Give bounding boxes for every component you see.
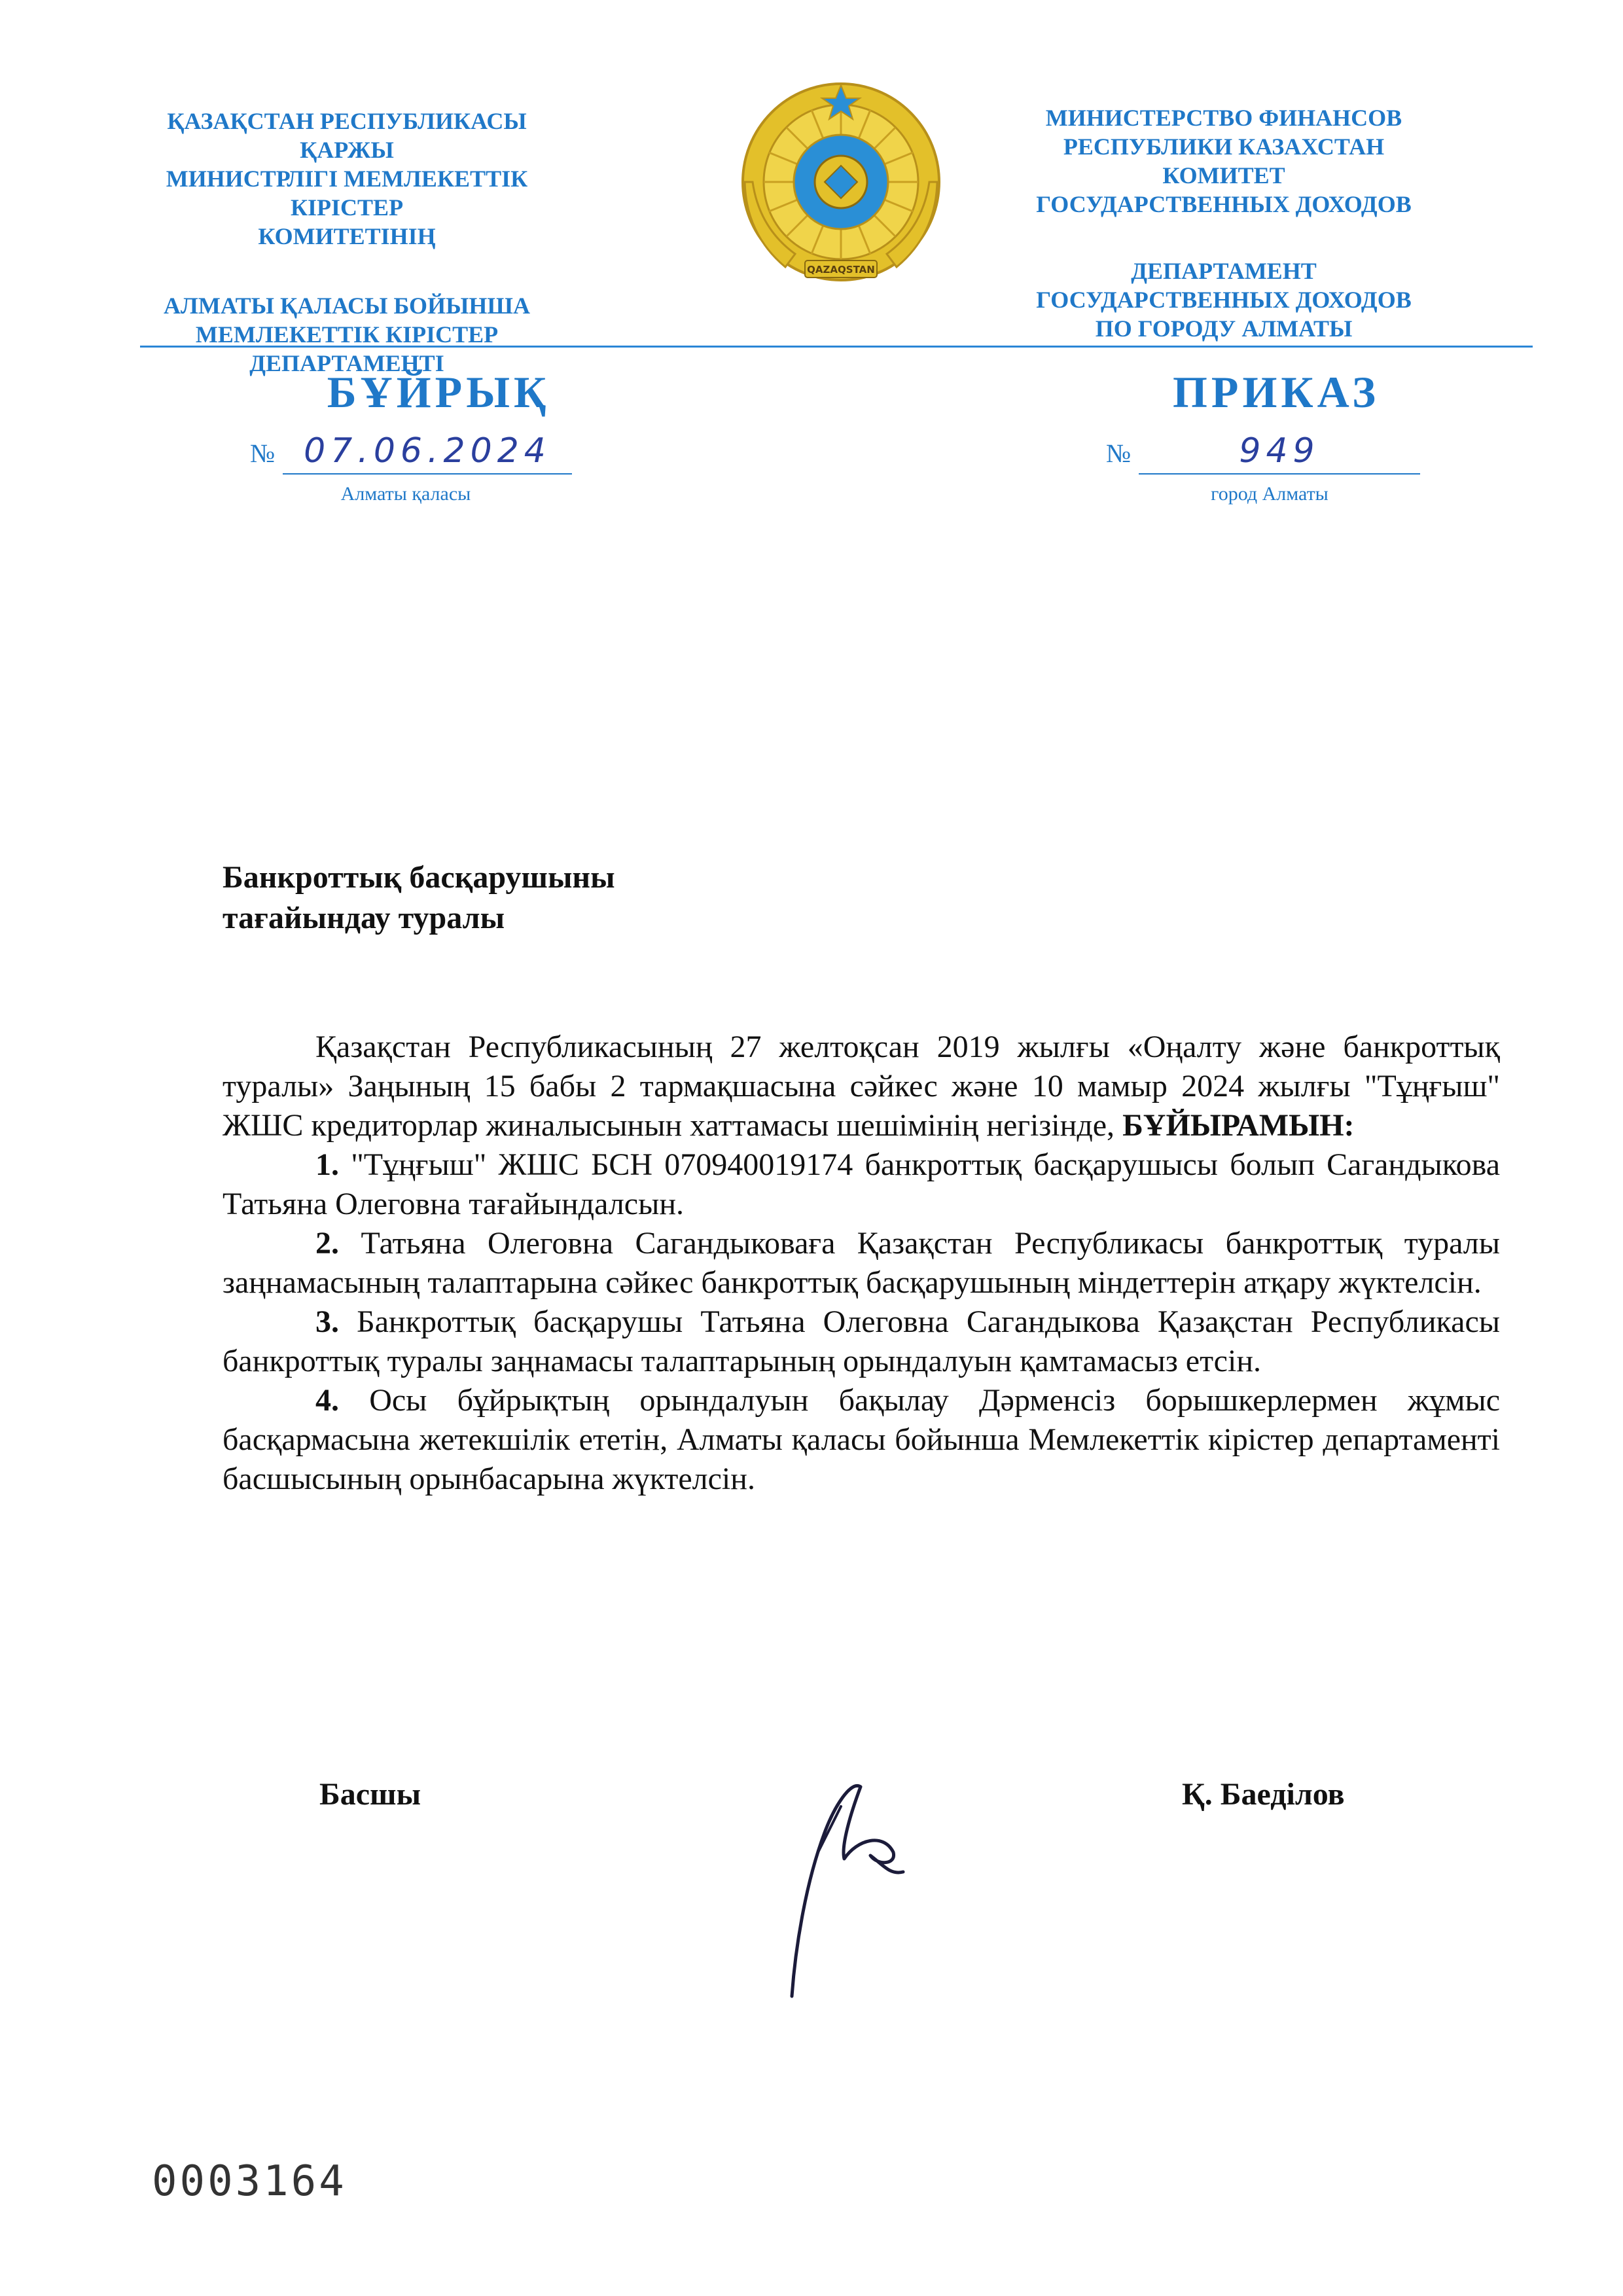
city-ru: город Алматы <box>1211 483 1329 505</box>
item-text: "Тұңғыш" ЖШС БСН 070940019174 банкроттық басқарушысы болып Сагандыкова Татьяна Олеговна тағайындалсын. <box>223 1147 1501 1221</box>
intro-bold: БҰЙЫРАМЫН: <box>1122 1108 1355 1143</box>
order-item <box>223 1145 1500 1224</box>
order-date-value: 07.06.2024 <box>304 431 551 471</box>
intro-text: Қазақстан Республикасының 27 желтоқсан 2019 жылғы «Оңалту және банкроттық туралы» Заңының 15 бабы 2 тармақшасына сәйкес және 10 мамыр 2024 жылғы "Тұңғыш" ЖШС кредиторлар жиналысынын хаттамасы шешімінің негізінде, <box>223 1030 1500 1143</box>
header-ru-line5: ГОСУДАРСТВЕННЫХ ДОХОДОВ <box>1036 287 1412 313</box>
order-number-underline <box>1139 473 1420 475</box>
header-kz-line5: МЕМЛЕКЕТТІК КІРІСТЕР ДЕПАРТАМЕНТІ <box>195 321 499 376</box>
item-text: Банкроттық басқарушы Татьяна Олеговна Сагандыкова Қазақстан Республикасы банкроттық туралы заңнамасы талаптарының орындалуын қамтамасыз етсін. <box>223 1304 1501 1378</box>
number-sign-kz: № <box>250 439 276 468</box>
header-kz-line4: АЛМАТЫ ҚАЛАСЫ БОЙЫНША <box>164 293 530 319</box>
order-item <box>223 1224 1500 1302</box>
subject-line2: тағайындау туралы <box>223 901 505 935</box>
header-ru-line3: ГОСУДАРСТВЕННЫХ ДОХОДОВ <box>1036 191 1412 217</box>
header-kz-line1: ҚАЗАҚСТАН РЕСПУБЛИКАСЫ ҚАРЖЫ <box>167 108 527 163</box>
header-kz <box>131 107 563 378</box>
order-body <box>223 1028 1500 1499</box>
order-item <box>223 1302 1500 1381</box>
header-ru-line1: МИНИСТЕРСТВО ФИНАНСОВ <box>1045 105 1402 131</box>
header-ru-line2: РЕСПУБЛИКИ КАЗАХСТАН КОМИТЕТ <box>1063 134 1385 188</box>
header-kz-line2: МИНИСТРЛІГІ МЕМЛЕКЕТТІК КІРІСТЕР <box>166 166 528 221</box>
form-serial-number: 0003164 <box>152 2157 347 2206</box>
signatory-name: Қ. Баеділов <box>1182 1777 1345 1812</box>
item-text: Осы бұйрықтың орындалуын бақылау Дәрменсіз борышкерлермен жұмыс басқармасына жетекшілік ететін, Алматы қаласы бойынша Мемлекеттік кірістер департаменті басшысының орынбасарына жүктелсін. <box>223 1383 1500 1496</box>
header-ru-line4: ДЕПАРТАМЕНТ <box>1131 258 1317 284</box>
header-ru <box>1008 103 1440 343</box>
header-divider <box>140 346 1533 348</box>
order-date-field <box>250 431 577 475</box>
order-item <box>223 1381 1500 1499</box>
state-emblem-icon <box>733 71 949 300</box>
order-number-value: 949 <box>1239 431 1320 471</box>
item-number: 2. <box>315 1226 339 1261</box>
item-number: 4. <box>315 1383 339 1418</box>
order-number-field <box>1106 431 1433 475</box>
item-number: 3. <box>315 1304 339 1339</box>
city-kz: Алматы қаласы <box>340 483 471 505</box>
order-subject <box>223 857 1008 939</box>
item-text: Татьяна Олеговна Сагандыковаға Қазақстан Республикасы банкроттық туралы заңнамасының талаптарына сәйкес банкроттық басқарушының міндеттерін атқару жүктелсін. <box>223 1226 1501 1300</box>
order-title-kz: БҰЙРЫҚ <box>327 367 550 417</box>
signatory-role: Басшы <box>319 1777 421 1812</box>
item-number: 1. <box>315 1147 339 1182</box>
order-date-underline <box>283 473 572 475</box>
handwritten-signature <box>779 1767 949 2003</box>
order-title-ru: ПРИКАЗ <box>1173 367 1380 417</box>
number-sign-ru: № <box>1106 439 1132 468</box>
emblem-text: QAZAQSTAN <box>807 264 875 276</box>
subject-line1: Банкроттық басқарушыны <box>223 860 615 895</box>
header-ru-line6: ПО ГОРОДУ АЛМАТЫ <box>1095 315 1353 342</box>
intro-paragraph <box>223 1028 1500 1145</box>
header-kz-line3: КОМИТЕТІНІҢ <box>258 223 436 249</box>
